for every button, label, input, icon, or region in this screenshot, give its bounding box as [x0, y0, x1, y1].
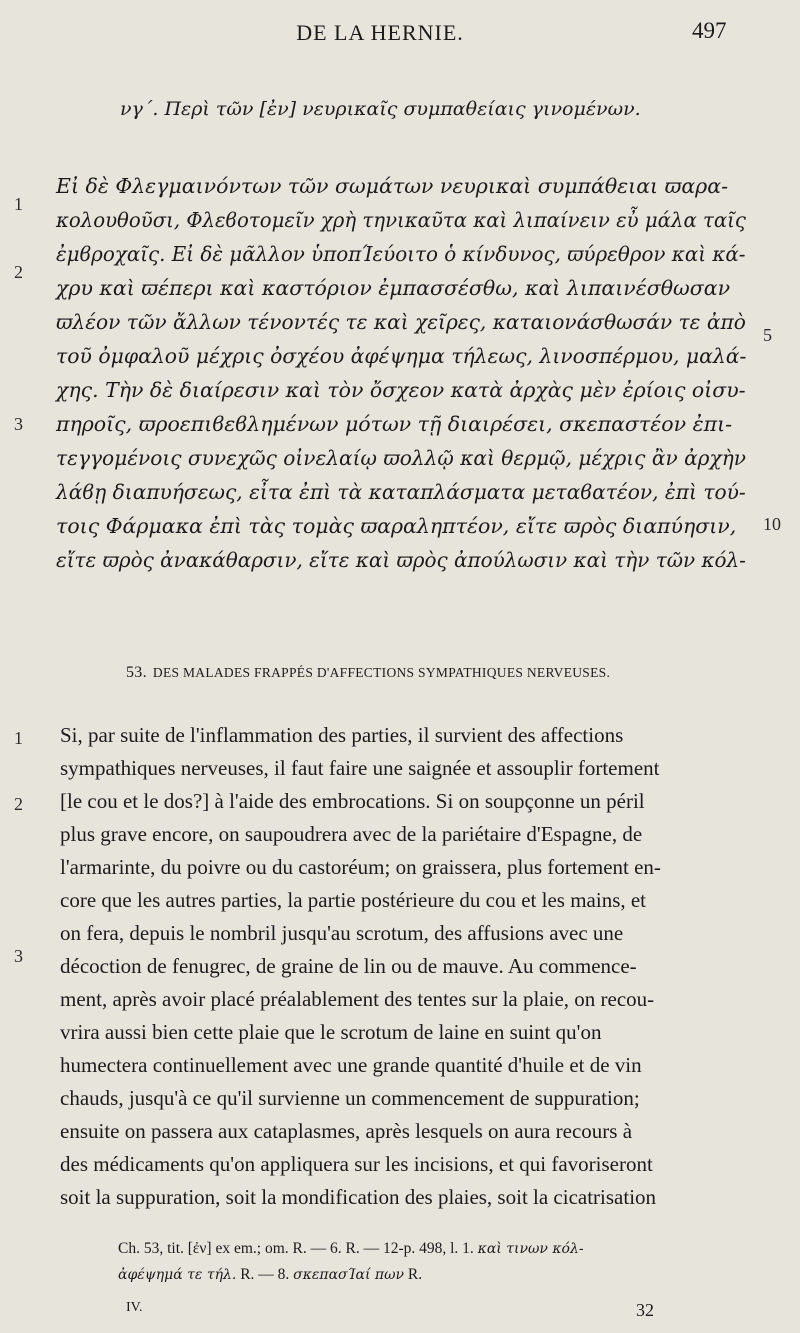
page-number: 497 — [692, 18, 727, 43]
footnote-line — [118, 1266, 758, 1284]
french-line: chauds, jusqu'à ce qu'il survienne un commencement de suppuration; — [60, 1086, 640, 1110]
french-line: core que les autres parties, la partie postérieure du cou et les mains, et — [60, 888, 647, 912]
greek-line: ϖλέον τῶν ἄλλων τένοντές τε καὶ χεῖρες, καταιονάσθωσάν τε ἀπὸ — [56, 310, 746, 334]
greek-line: λάϐῃ διαπυήσεως, εἶτα ἐπὶ τὰ καταπλάσματα μεταϐατέον, ἐπὶ τού- — [56, 480, 746, 504]
french-line: humectera continuellement avec une grande quantité d'huile et de vin — [60, 1053, 642, 1077]
footnote-greek: ἀφέψημά τε τήλ. — [118, 1267, 237, 1283]
french-margin-number: 2 — [14, 794, 23, 814]
volume-signature: IV. — [126, 1300, 143, 1315]
french-line: sympathiques nerveuses, il faut faire une saignée et assouplir fortement — [60, 756, 660, 780]
greek-line: τοῦ ὀμφαλοῦ μέχρις ὀσχέου ἀφέψημα τήλεως, λινοσπέρμου, μαλά- — [56, 344, 747, 368]
french-line: Si, par suite de l'inflammation des parties, il survient des affections — [60, 723, 624, 747]
section-number: 53. — [126, 664, 147, 681]
greek-margin-number: 3 — [14, 414, 23, 434]
greek-line: τεγγομένοις συνεχῶς οἰνελαίῳ ϖολλῷ καὶ θερμῷ, μέχρις ἂν ἀρχὴν — [56, 446, 747, 470]
section-heading-text: DES MALADES FRAPPÉS D'AFFECTIONS SYMPATHIQUES NERVEUSES. — [152, 665, 611, 680]
gathering-signature: 32 — [636, 1300, 654, 1320]
french-line: soit la suppuration, soit la mondification des plaies, soit la cicatrisation — [60, 1185, 657, 1209]
greek-line: εἴτε ϖρὸς ἀνακάθαρσιν, εἴτε καὶ ϖρὸς ἀπούλωσιν καὶ τὴν τῶν κόλ- — [56, 548, 746, 572]
footnote-text: R. — [407, 1266, 423, 1283]
french-line: vrira aussi bien cette plaie que le scrotum de laine en suint qu'on — [60, 1020, 602, 1044]
greek-line: κολουθοῦσι, Φλεϐοτομεῖν χρὴ τηνικαῦτα καὶ λιπαίνειν εὖ μάλα ταῖς — [56, 208, 746, 232]
footnote-line — [118, 1240, 758, 1258]
section-heading — [126, 664, 746, 682]
french-line: l'armarinte, du poivre ou du castoréum; on graissera, plus fortement en- — [60, 855, 661, 879]
footnote-greek: καὶ τινων κόλ- — [477, 1241, 584, 1257]
greek-line: Εἰ δὲ Φλεγμαινόντων τῶν σωμάτων νευρικαὶ συμπάθειαι ϖαρα- — [56, 174, 728, 198]
footnote-text: Ch. 53, tit. [ἐν] ex em.; om. R. — 6. R. — 12-p. 498, l. 1. — [118, 1240, 474, 1257]
greek-line: τοις Φάρμακα ἐπὶ τὰς τομὰς ϖαραληπτέον, εἴτε ϖρὸς διαπύησιν, — [56, 514, 737, 538]
french-line: des médicaments qu'on appliquera sur les incisions, et qui favoriseront — [60, 1152, 653, 1176]
french-line: ment, après avoir placé préalablement des tentes sur la plaie, on recou- — [60, 987, 655, 1011]
greek-line: χρυ καὶ ϖέπερι καὶ καστόριον ἐμπασσέσθω, καὶ λιπαινέσθωσαν — [56, 276, 731, 300]
french-line: plus grave encore, on saupoudrera avec de la pariétaire d'Espagne, de — [60, 822, 643, 846]
footnote-text: R. — 8. — [240, 1266, 290, 1283]
french-line: [le cou et le dos?] à l'aide des embrocations. Si on soupçonne un péril — [60, 789, 645, 813]
french-line: ensuite on passera aux cataplasmes, après lesquels on aura recours à — [60, 1119, 633, 1143]
running-header: DE LA HERNIE. — [296, 20, 464, 45]
greek-line: πηροῖς, ϖροεπιϐεϐλημένων μότων τῇ διαιρέσει, σκεπαστέον ἐπι- — [56, 412, 733, 436]
french-line: décoction de fenugrec, de graine de lin ou de mauve. Au commence- — [60, 954, 637, 978]
greek-section-title: νγ΄. Περὶ τῶν [ἐν] νευρικαῖς συμπαθείαις γινομένων. — [120, 98, 641, 120]
greek-line-number: 10 — [763, 514, 781, 534]
greek-margin-number: 2 — [14, 262, 23, 282]
footnote-greek: σκεπασΊαί πων — [293, 1267, 405, 1283]
greek-line: ἐμϐροχαῖς. Εἰ δὲ μᾶλλον ὑποπΊεύοιτο ὁ κίνδυνος, ϖύρεθρον καὶ κά- — [56, 242, 746, 266]
french-line: on fera, depuis le nombril jusqu'au scrotum, des affusions avec une — [60, 921, 624, 945]
greek-margin-number: 1 — [14, 194, 23, 214]
french-margin-number: 3 — [14, 946, 23, 966]
french-margin-number: 1 — [14, 728, 23, 748]
greek-line-number: 5 — [763, 325, 772, 345]
greek-line: χης. Τὴν δὲ διαίρεσιν καὶ τὸν ὄσχεον κατὰ ἀρχὰς μὲν ἐρίοις οἰσυ- — [56, 378, 746, 402]
